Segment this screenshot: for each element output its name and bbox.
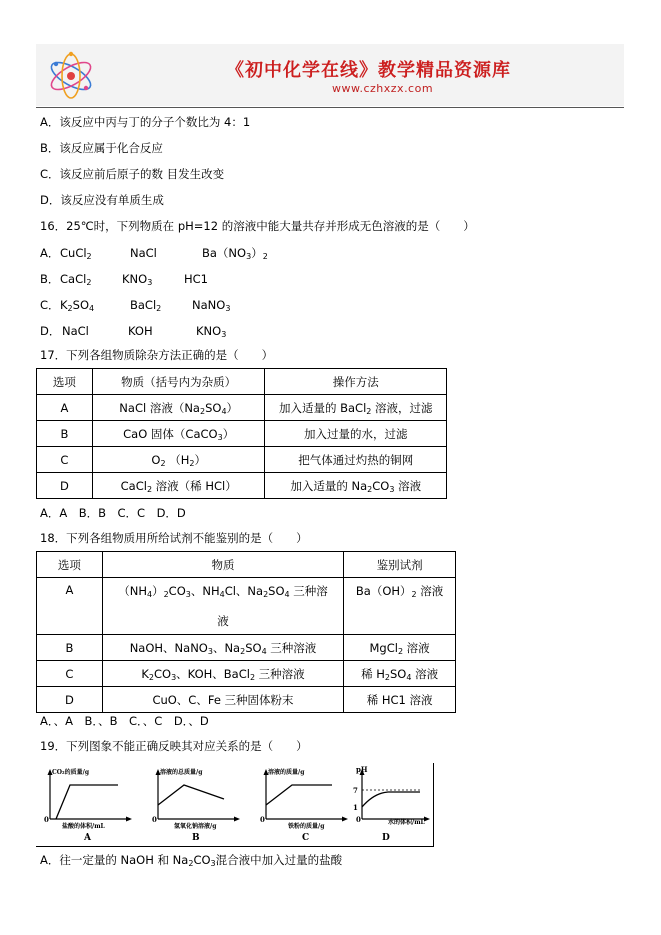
substance-cell: NaOH、NaNO$_3$、$Na_2SO_4$ 三种溶液 [102, 635, 343, 661]
atom-logo-icon [44, 50, 98, 102]
table-header: 选项 [37, 552, 103, 578]
figure-b-xlabel: 氢氧化钠溶液/g [174, 823, 217, 830]
banner-url: www.czhxzx.com [332, 82, 434, 95]
formula: $K_2SO_4$ [60, 298, 95, 313]
table-row [37, 578, 456, 635]
figure-d-caption: D [382, 833, 390, 843]
substance-cell: CaCl$_2$ 溶液（稀 HCl） [92, 473, 265, 499]
table-header: 鉴别试剂 [344, 552, 456, 578]
option-cell: B [37, 635, 103, 661]
figure-a-xlabel: 盐酸的体积/mL [62, 823, 105, 830]
table-header: 物质 [102, 552, 343, 578]
substance-cell: CaO 固体（CaCO$_3$） [92, 421, 265, 447]
q15-option-b: B．该反应属于化合反应 [40, 141, 163, 155]
q17-stem: 17．下列各组物质除杂方法正确的是（ ） [40, 348, 274, 362]
table-row [37, 447, 447, 473]
method-cell: 加入适量的 $Na_2CO_3$ 溶液 [265, 473, 447, 499]
substance-cell: NaCl 溶液$(Na_2SO_4)$ [92, 395, 265, 421]
table-row [37, 635, 456, 661]
figure-d-tick-7: 7 [353, 786, 358, 795]
q19-option-a: A．往一定量的 NaOH 和 $Na_2CO_3$混合液中加入过量的盐酸 [40, 853, 343, 868]
formula: KOH [128, 324, 153, 338]
reagent-cell: 稀 HC1 溶液 [344, 687, 456, 713]
table-row [37, 661, 456, 687]
option-cell: B [37, 421, 93, 447]
figure-d-graph [348, 763, 432, 847]
q17-answer-options: A．A B．B C．C D．D [40, 506, 186, 520]
option-cell: C [37, 661, 103, 687]
formula: NaCl [62, 324, 89, 338]
method-cell: 把气体通过灼热的铜网 [265, 447, 447, 473]
q17-table [36, 368, 447, 499]
q18-table [36, 551, 456, 713]
formula: NaCl [130, 246, 157, 260]
formula: CaCl$_2$ [60, 272, 92, 287]
figure-d-origin: 0 [356, 815, 361, 824]
option-cell: C [37, 447, 93, 473]
table-header-row [37, 552, 456, 578]
table-row [37, 687, 456, 713]
table-row [37, 395, 447, 421]
figure-c-ylabel: 溶液的质量/g [268, 769, 305, 776]
figure-c [256, 763, 352, 847]
option-label: D． [40, 324, 61, 338]
option-label: C． [40, 298, 60, 312]
formula: NaNO$_3$ [192, 298, 231, 313]
figure-b [148, 763, 244, 847]
figure-d [348, 763, 432, 847]
table-header: 操作方法 [265, 369, 447, 395]
figure-d-xlabel: 水的体积/mL [388, 819, 425, 826]
q19-stem: 19．下列图象不能正确反映其对应关系的是（ ） [40, 739, 308, 753]
method-cell: 加入过量的水，过滤 [265, 421, 447, 447]
figure-c-curve [266, 785, 332, 805]
q15-option-d: D．该反应没有单质生成 [40, 193, 164, 207]
substance-cell: $O_2$ $(H_2)$ [92, 447, 265, 473]
reagent-cell: 稀 $H_2SO_4$ 溶液 [344, 661, 456, 687]
figure-a-origin: 0 [44, 815, 49, 824]
figure-d-tick-1: 1 [353, 803, 358, 812]
figure-a-ylabel: CO₂的质量/g [52, 769, 90, 776]
formula: HC1 [184, 272, 208, 286]
figure-c-caption: C [302, 833, 310, 843]
reagent-cell: $Ba(OH)_2$ 溶液 [344, 578, 456, 635]
figure-d-curve [362, 792, 420, 807]
option-cell: A [37, 395, 93, 421]
q18-answer-options: A．、A B．、B C．、C D．、D [40, 714, 209, 728]
option-label: B． [40, 272, 60, 286]
reagent-cell: MgCl$_2$ 溶液 [344, 635, 456, 661]
table-row [37, 421, 447, 447]
figure-b-caption: B [192, 833, 200, 843]
table-header: 选项 [37, 369, 93, 395]
formula: $Ba(NO_3)_2$ [202, 246, 268, 261]
option-cell: D [37, 473, 93, 499]
q18-stem: 18．下列各组物质用所给试剂不能鉴别的是（ ） [40, 531, 308, 545]
formula: CuCl$_2$ [60, 246, 92, 261]
table-header-row [37, 369, 447, 395]
header-banner [36, 44, 624, 106]
figure-a-caption: A [84, 833, 91, 843]
banner-title: 《初中化学在线》教学精品资源库 [226, 60, 511, 81]
header-divider [36, 107, 624, 108]
figure-a [40, 763, 136, 847]
method-cell: 加入适量的 BaCl$_2$ 溶液，过滤 [265, 395, 447, 421]
q16-stem: 16．25℃时，下列物质在 pH=12 的溶液中能大量共存并形成无色溶液的是（ ） [40, 219, 475, 233]
q15-option-c: C．该反应前后原子的数 目发生改变 [40, 167, 225, 181]
formula: $KNO_3$ [122, 272, 153, 287]
q15-option-a: A．该反应中丙与丁的分子个数比为 4：1 [40, 115, 251, 129]
figure-d-ylabel: pH [356, 765, 368, 774]
substance-cell: $(NH_4)_2CO_3$、$NH_4Cl$、$Na_2SO_4$ 三种溶 液 [102, 578, 343, 635]
formula: BaCl$_2$ [130, 298, 162, 313]
substance-cell: $K_2CO_3$、KOH、BaCl$_2$ 三种溶液 [102, 661, 343, 687]
figure-b-ylabel: 溶液的总质量/g [160, 769, 203, 776]
formula: $KNO_3$ [196, 324, 227, 339]
table-header: 物质（括号内为杂质） [92, 369, 265, 395]
figure-a-curve [56, 785, 118, 819]
q19-figures [36, 763, 434, 847]
option-label: A． [40, 246, 60, 260]
table-row [37, 473, 447, 499]
option-cell: A [37, 578, 103, 635]
figure-b-curve [158, 785, 224, 805]
figure-b-origin: 0 [152, 815, 157, 824]
substance-cell: CuO、C、Fe 三种固体粉末 [102, 687, 343, 713]
figure-c-xlabel: 铁粉的质量/g [288, 823, 325, 830]
option-cell: D [37, 687, 103, 713]
figure-c-origin: 0 [260, 815, 265, 824]
